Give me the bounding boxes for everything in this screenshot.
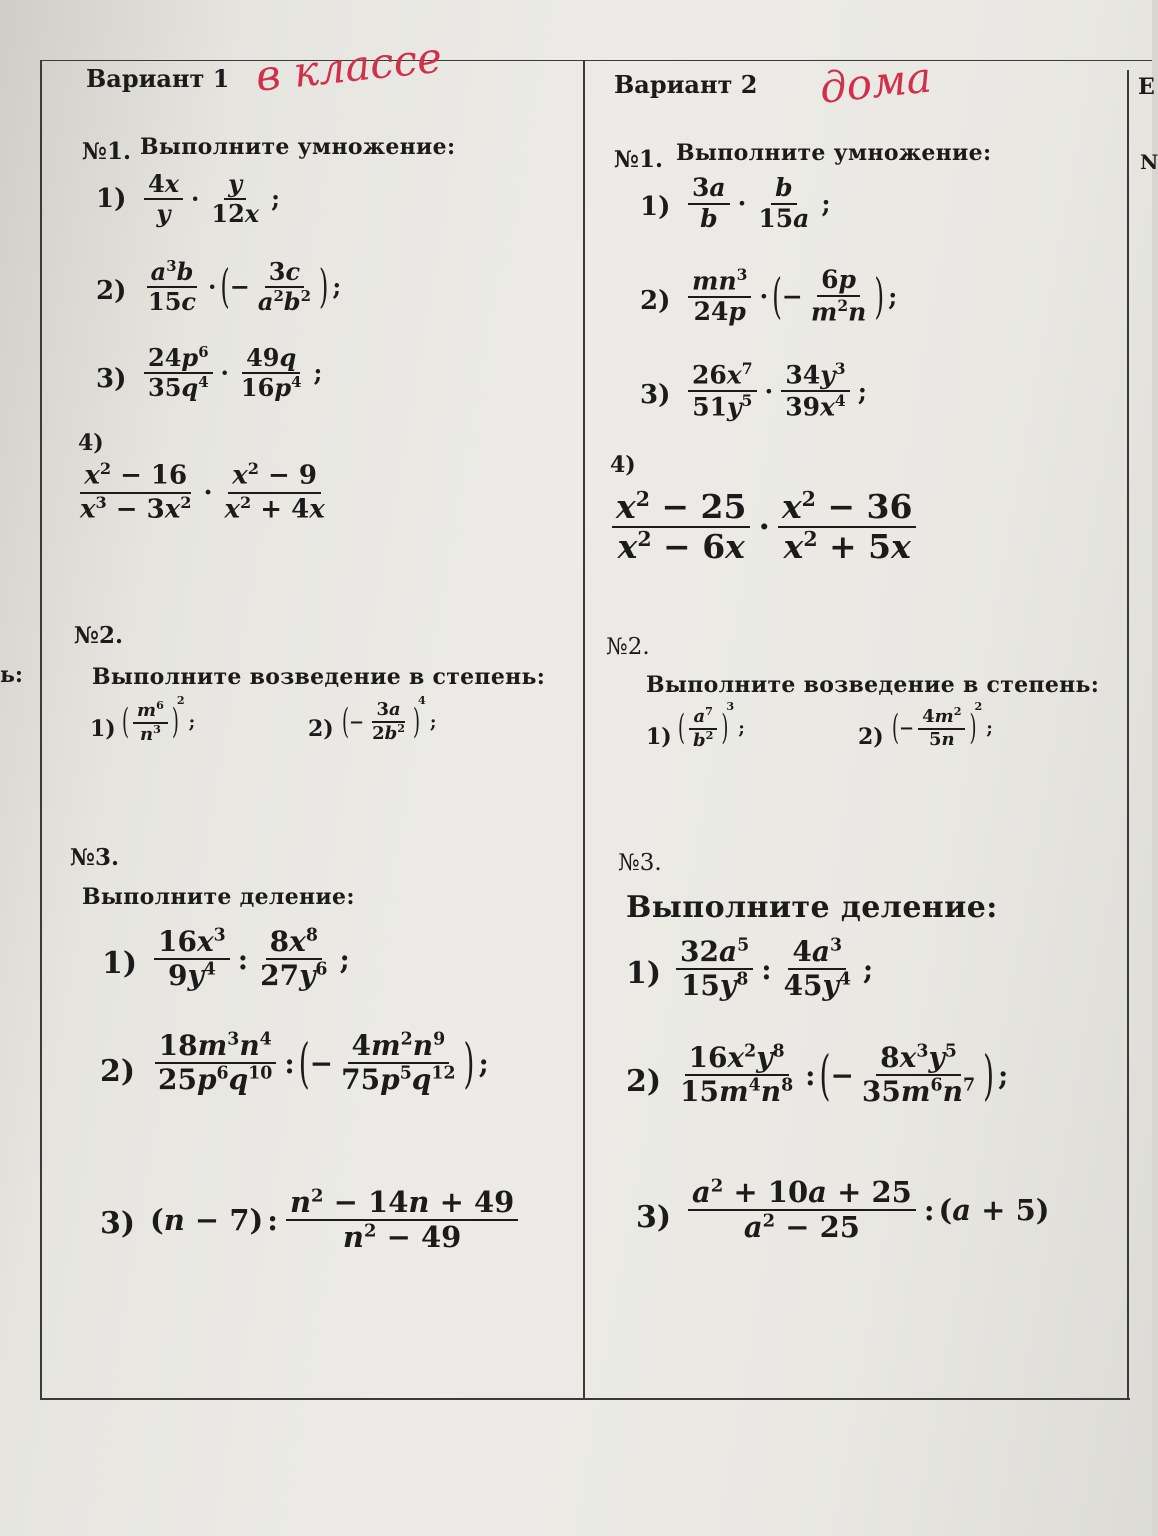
- v1-t1-expr-3: $\frac{24p^6}{35q^4}$ · $\frac{49q}{16p^4}$ ;: [140, 344, 326, 401]
- variant2-task2-instruction: Выполните возведение в степень:: [646, 672, 1100, 698]
- right-margin-fragment-top: Е: [1138, 74, 1155, 100]
- v2-t2-expr-1: ( $\frac{a^7}{b^2}$ ) 3 ;: [678, 700, 745, 751]
- variant1-task3-number: №3.: [70, 844, 120, 871]
- v1-t1-expr-1: $\frac{4x}{y}$ · $\frac{y}{12x}$ ;: [140, 170, 284, 227]
- variant2-task2-number: №2.: [606, 634, 650, 660]
- variant1-task1-number: №1.: [82, 138, 132, 165]
- v2-t3-label-3: 3): [636, 1200, 672, 1235]
- v1-t3-label-2: 2): [100, 1054, 136, 1089]
- v1-t1-label-2: 2): [96, 276, 127, 306]
- variant2-title: Вариант 2: [614, 70, 758, 99]
- v1-t3-expr-1: $\frac{16x^3}{9y^4}$ : $\frac{8x^8}{27y^6}$ ;: [150, 926, 354, 992]
- v2-t3-label-2: 2): [626, 1064, 662, 1099]
- variant1-task2-instruction: Выполните возведение в степень:: [92, 664, 546, 690]
- v1-t1-label-4: 4): [78, 430, 104, 456]
- v2-t1-expr-2: $\frac{mn^3}{24p}$ · ( − $\frac{6p}{m^2n}$ ) ;: [684, 266, 901, 327]
- v1-t3-label-1: 1): [102, 946, 138, 981]
- v2-t1-expr-1: $\frac{3a}{b}$ · $\frac{b}{15a}$ ;: [684, 174, 835, 234]
- variant1-title: Вариант 1: [86, 64, 230, 93]
- v1-t2-expr-2: ( − $\frac{3a}{2b^2}$ ) 4 ;: [342, 693, 437, 744]
- column-divider: [583, 60, 585, 1400]
- v1-t3-expr-2: $\frac{18m^3n^4}{25p^6q^{10}}$ : ( − $\frac{4m^2n^9}{75p^5q^{12}}$ ) ;: [150, 1030, 493, 1096]
- v1-t2-label-2: 2): [308, 716, 334, 742]
- v2-t1-expr-3: $\frac{26x^7}{51y^5}$ · $\frac{34y^3}{39x^4}$ ;: [684, 360, 871, 422]
- v2-t3-expr-1: $\frac{32a^5}{15y^8}$ : $\frac{4a^3}{45y^4}$ ;: [672, 936, 877, 1002]
- v2-t3-expr-2: $\frac{16x^2y^8}{15m^4n^8}$ : ( − $\frac{8x^3y^5}{35m^6n^7}$ ) ;: [680, 1041, 1009, 1109]
- variant1-task2-number: №2.: [74, 622, 124, 649]
- v1-t1-expr-4: $\frac{x^2 - 16}{x^3 - 3x^2}$ · $\frac{x^2 - 9}{x^2 + 4x}$: [80, 459, 325, 525]
- variant2-task3-number: №3.: [618, 850, 662, 876]
- variant1-task3-instruction: Выполните деление:: [82, 884, 355, 910]
- v2-t1-label-2: 2): [640, 286, 671, 316]
- variant2-handwritten-note: дома: [817, 52, 934, 113]
- v1-t1-label-3: 3): [96, 364, 127, 394]
- v1-t2-expr-1: ( $\frac{m^6}{n^3}$ ) 2 ;: [122, 694, 196, 745]
- table-right-border: [1127, 70, 1129, 1400]
- v2-t1-label-1: 1): [640, 192, 671, 222]
- variant1-handwritten-note: в классе: [253, 32, 445, 101]
- v1-t3-expr-3: (n − 7) : $\frac{n^2 - 14n + 49}{n^2 - 49}$: [150, 1186, 522, 1255]
- left-margin-fragment: ь:: [0, 662, 24, 688]
- v1-t1-expr-2: $\frac{a^3b}{15c}$ · ( − $\frac{3c}{a^2b^2}$ ) ;: [148, 257, 342, 316]
- v2-t1-label-4: 4): [610, 452, 636, 478]
- v2-t3-expr-3: $\frac{a^2 + 10a + 25}{a^2 - 25}$ : (a + 5): [684, 1176, 1049, 1245]
- v1-t2-label-1: 1): [90, 716, 116, 742]
- table-bottom-border: [40, 1398, 1130, 1400]
- variant2-task1-number: №1.: [614, 146, 664, 173]
- table-left-border: [40, 60, 42, 1400]
- variant2-task3-instruction: Выполните деление:: [626, 890, 998, 925]
- v2-t2-label-1: 1): [646, 724, 672, 750]
- v2-t2-expr-2: ( − $\frac{4m^2}{5n}$ ) 2 ;: [892, 699, 993, 750]
- table-top-border: [40, 60, 1152, 61]
- v2-t3-label-1: 1): [626, 956, 662, 991]
- v1-t3-label-3: 3): [100, 1206, 136, 1241]
- v1-t1-label-1: 1): [96, 184, 127, 214]
- right-margin-fragment-mid: N: [1140, 150, 1158, 174]
- v2-t1-expr-4: $\frac{x^2 - 25}{x^2 - 6x}$ · $\frac{x^2 - 36}{x^2 + 5x}$: [608, 488, 920, 566]
- v2-t1-label-3: 3): [640, 380, 671, 410]
- variant1-task1-instruction: Выполните умножение:: [140, 134, 456, 160]
- v2-t2-label-2: 2): [858, 724, 884, 750]
- variant2-task1-instruction: Выполните умножение:: [676, 140, 992, 166]
